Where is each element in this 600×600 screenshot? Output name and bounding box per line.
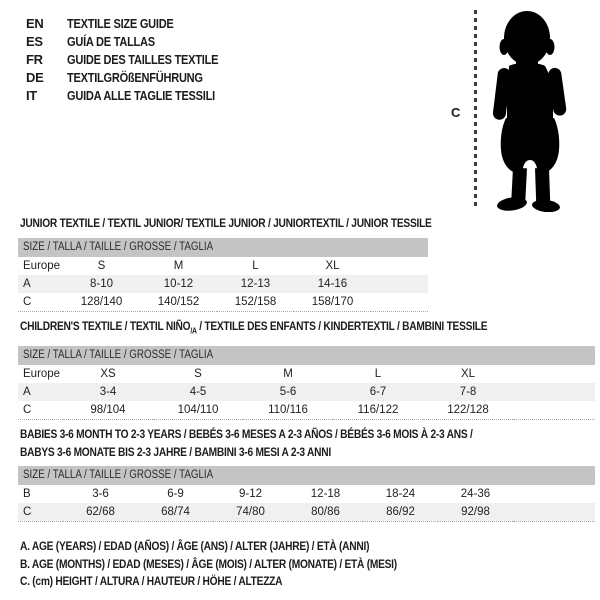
babies-table-title-line1: BABIES 3-6 MONTH TO 2-3 YEARS / BEBÉS 3-6 MESES A 2-3 AÑOS / BÉBÉS 3-6 MOIS À 2-3 ANS / [20, 427, 473, 441]
language-row-fr [26, 51, 245, 69]
filler-cell [513, 485, 595, 503]
junior-size-table [18, 238, 428, 312]
size-header-row [18, 238, 428, 257]
legend-line-c: C. (cm) HEIGHT / ALTURA / HAUTEUR / HÖHE / ALTEZZA [20, 574, 283, 588]
height-marker-label: C [451, 105, 461, 120]
cell: L [374, 368, 382, 380]
cell: XL [325, 260, 340, 272]
table-row-c [18, 401, 595, 420]
cell: 86/92 [386, 506, 415, 518]
language-row-es [26, 33, 245, 51]
language-label: TEXTILGRÖßENFÜHRUNG [67, 70, 203, 85]
cell: 24-36 [460, 488, 491, 500]
filler-cell [371, 275, 428, 293]
cell: L [252, 260, 259, 272]
cell: 6-7 [369, 386, 387, 398]
cell: 140/152 [157, 296, 200, 308]
size-header-label: SIZE / TALLA / TAILLE / GRÖSSE / TAGLIA [23, 349, 214, 361]
row-label: Europe [23, 260, 61, 272]
legend-line-a: A. AGE (YEARS) / EDAD (AÑOS) / ÂGE (ANS) / ALTER (JAHRE) / ETÀ (ANNI) [20, 539, 370, 553]
language-label: GUÍA DE TALLAS [67, 34, 155, 49]
size-header-row [18, 346, 595, 365]
cell: 10-12 [163, 278, 194, 290]
filler-cell [371, 257, 428, 275]
cell: 6-9 [167, 488, 184, 500]
children-size-table [18, 346, 595, 420]
row-label: Europe [23, 368, 61, 380]
cell: XL [460, 368, 476, 380]
junior-table-title: JUNIOR TEXTILE / TEXTIL JUNIOR/ TEXTILE JUNIOR / JUNIORTEXTIL / JUNIOR TESSILE [20, 216, 432, 230]
filler-cell [513, 365, 595, 383]
row-label: B [23, 488, 31, 500]
language-code: IT [26, 88, 37, 103]
language-list [26, 15, 245, 105]
language-row-de [26, 69, 245, 87]
row-label: C [23, 296, 32, 308]
cell: 8-10 [89, 278, 114, 290]
cell: 158/170 [311, 296, 354, 308]
cell: 3-6 [92, 488, 109, 500]
filler-cell [513, 503, 595, 522]
language-code: ES [26, 34, 43, 49]
cell: 122/128 [447, 404, 489, 416]
children-table-title: CHILDREN'S TEXTILE / TEXTIL $NIÑO_{/A}$ / TEXTILE DES ENFANTS / KINDERTEXTIL / BAMBINI TESSILE [20, 319, 488, 336]
cell: 68/74 [161, 506, 190, 518]
filler-cell [513, 401, 595, 420]
cell: S [194, 368, 202, 380]
language-label: GUIDA ALLE TAGLIE TESSILI [67, 88, 215, 103]
row-label: A [23, 386, 31, 398]
language-code: DE [26, 70, 44, 85]
cell: 116/122 [357, 404, 399, 416]
row-label: C [23, 404, 32, 416]
cell: 92/98 [461, 506, 490, 518]
row-label: C [23, 506, 32, 518]
cell: 12-18 [310, 488, 341, 500]
filler-cell [513, 383, 595, 401]
cell: XS [100, 368, 116, 380]
toddler-silhouette-image [482, 8, 580, 212]
language-code: EN [26, 16, 44, 31]
cell: 98/104 [90, 404, 126, 416]
cell: 74/80 [236, 506, 265, 518]
cell: 152/158 [234, 296, 277, 308]
language-label: TEXTILE SIZE GUIDE [67, 16, 174, 31]
table-row-a [18, 275, 428, 293]
babies-size-table [18, 466, 595, 522]
cell: 110/116 [268, 404, 308, 416]
size-header-label: SIZE / TALLA / TAILLE / GRÖSSE / TAGLIA [23, 241, 214, 253]
row-label: A [23, 278, 31, 290]
cell: 4-5 [189, 386, 207, 398]
subscript: /A [190, 326, 197, 336]
table-row-a [18, 383, 595, 401]
cell: 128/140 [80, 296, 123, 308]
cell: 9-12 [238, 488, 263, 500]
cell: 7-8 [459, 386, 477, 398]
cell: 80/86 [311, 506, 340, 518]
language-label: GUIDE DES TAILLES TEXTILE [67, 52, 219, 67]
cell: 104/110 [177, 404, 219, 416]
table-row-europe [18, 257, 428, 275]
cell: M [173, 260, 184, 272]
size-header-label: SIZE / TALLA / TAILLE / GRÖSSE / TAGLIA [23, 469, 214, 481]
table-row-europe [18, 365, 595, 383]
table-row-c [18, 503, 595, 522]
cell: 3-4 [99, 386, 117, 398]
legend-line-b: B. AGE (MONTHS) / EDAD (MESES) / ÂGE (MOIS) / ALTER (MONATE) / ETÀ (MESI) [20, 557, 397, 571]
cell: S [97, 260, 106, 272]
size-header-row [18, 466, 595, 485]
cell: 12-13 [240, 278, 271, 290]
height-dashed-line [474, 10, 477, 210]
language-row-en [26, 15, 245, 33]
language-row-it [26, 87, 245, 105]
table-row-c [18, 293, 428, 312]
cell: 18-24 [385, 488, 416, 500]
table-row-b [18, 485, 595, 503]
cell: 14-16 [317, 278, 348, 290]
cell: 62/68 [86, 506, 115, 518]
cell: 5-6 [279, 386, 297, 398]
filler-cell [371, 293, 428, 312]
language-code: FR [26, 52, 43, 67]
babies-table-title-line2: BABYS 3-6 MONATE BIS 2-3 JAHRE / BAMBINI 3-6 MESI A 2-3 ANNI [20, 445, 331, 459]
cell: M [283, 368, 293, 380]
